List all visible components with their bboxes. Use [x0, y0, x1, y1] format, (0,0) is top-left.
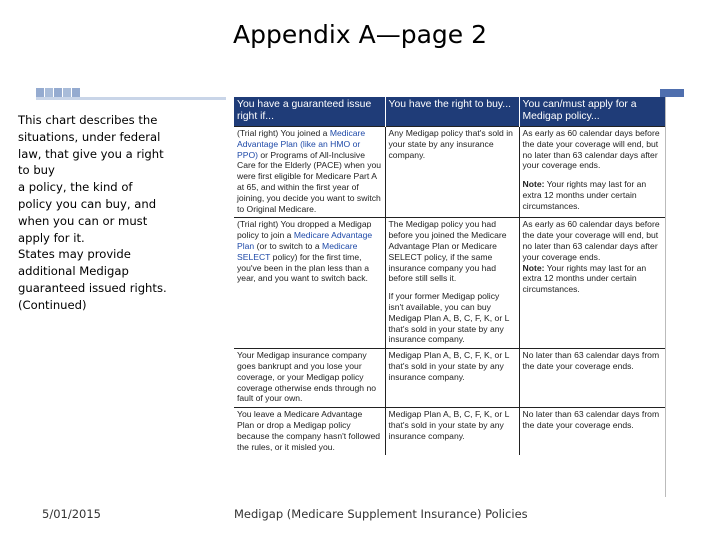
cell-right-to-buy — [385, 349, 519, 408]
cell-text: policy) for the first time, you've been in the plan less than a year, and you want to switch back. — [237, 251, 370, 284]
sidebar-line: This chart describes the — [18, 113, 158, 127]
table-header-row — [234, 97, 666, 127]
decorative-squares — [36, 88, 80, 97]
guaranteed-issue-table — [234, 97, 666, 497]
medicare-advantage-link[interactable]: Medicare Advantage Plan (like an HMO or PPO) — [237, 128, 366, 160]
cell-right-to-buy — [385, 127, 519, 218]
decorative-bar-left — [36, 97, 226, 100]
cell-text: If your former Medigap policy isn't available, you can buy Medigap Plan A, B, C, F, K, or L that's sold in your state by any insurance company. — [388, 291, 510, 345]
note-text — [523, 263, 664, 295]
cell-text: No later than 63 calendar days from the date your coverage ends. — [522, 409, 660, 430]
cell-text: (Trial right) You dropped a Medigap policy to join a — [237, 219, 372, 241]
slide-title: Appendix A—page 2 — [232, 20, 488, 49]
cell-text: You leave a Medicare Advantage Plan or drop a Medigap policy because the company hasn't followed the rules, or it misled you. — [237, 409, 381, 452]
cell-text: The Medigap policy you had before you joined the Medicare Advantage Plan or Medicare SELECT policy, if the same insurance company you had before still sells it. — [388, 219, 507, 284]
sidebar-line: law, that give you a right — [18, 146, 164, 161]
sidebar-line: guaranteed issued rights. — [18, 280, 167, 295]
cell-apply-window — [519, 408, 666, 456]
sidebar-line: (Continued) — [18, 297, 87, 312]
medicare-advantage-link[interactable]: Medicare Advantage Plan — [237, 230, 373, 251]
note-text — [523, 179, 664, 211]
cell-text: As early as 60 calendar days before the date your coverage will end, but no later than 63 calendar days after your coverage ends. — [522, 128, 660, 171]
cell-situation — [234, 408, 385, 456]
cell-right-to-buy — [385, 408, 519, 456]
cell-apply-window — [519, 349, 666, 408]
note-body: Your rights may last for an extra 12 months under certain circumstances. — [522, 179, 647, 211]
sidebar-line: States may provide — [18, 247, 131, 262]
table-row — [234, 408, 666, 456]
header-guaranteed-issue-right: You have a guaranteed issue right if... — [234, 97, 385, 127]
footer-date: 5/01/2015 — [42, 507, 101, 521]
cell-text: Any Medigap policy that's sold in your state by any insurance company. — [388, 128, 513, 160]
cell-apply-window — [519, 218, 666, 349]
cell-right-to-buy — [385, 218, 519, 349]
table-row — [234, 127, 666, 218]
cell-text: No later than 63 calendar days from the date your coverage ends. — [522, 350, 660, 371]
cell-text: Medigap Plan A, B, C, F, K, or L that's sold in your state by any insurance company. — [388, 350, 510, 382]
table-row — [234, 349, 666, 408]
footer-source: Medigap (Medicare Supplement Insurance) Policies — [234, 507, 528, 521]
sidebar-line: policy you can buy, and — [18, 196, 157, 211]
sidebar-line: when you can or must — [18, 213, 148, 228]
sidebar-line: apply for it. — [18, 230, 85, 245]
cell-text: As early as 60 calendar days before the date your coverage will end, but no later than 63 calendar days after your coverage ends. — [522, 219, 660, 262]
note-label: Note: — [522, 179, 545, 190]
sidebar-line: additional Medigap — [18, 264, 129, 279]
medicare-select-link[interactable]: Medicare SELECT — [237, 240, 358, 262]
header-apply-window: You can/must apply for a Medigap policy... — [519, 97, 666, 127]
cell-situation — [234, 349, 385, 408]
cell-apply-window — [519, 127, 666, 218]
cell-situation — [234, 218, 385, 349]
sidebar-line: a policy, the kind of — [18, 180, 133, 195]
cell-text: (or to switch to a — [254, 240, 323, 251]
cell-situation — [234, 127, 385, 218]
header-right-to-buy: You have the right to buy... — [385, 97, 519, 127]
note-label: Note: — [522, 262, 545, 273]
cell-text: Your Medigap insurance company goes bankrupt and you lose your coverage, or your Medigap policy coverage otherwise ends through no fault of your own. — [237, 350, 377, 404]
sidebar-description — [18, 112, 208, 314]
note-body: Your rights may last for an extra 12 months under certain circumstances. — [522, 262, 647, 295]
sidebar-line: situations, under federal — [18, 129, 161, 144]
cell-text: Medigap Plan A, B, C, F, K, or L that's sold in your state by any insurance company. — [388, 409, 510, 441]
cell-text: or Programs of All-Inclusive Care for the Elderly (PACE) when you were first eligible for Medicare Part A at 65, and within the first year of joining, you decide you want to switch to Original Medicare. — [237, 149, 382, 214]
sidebar-line: to buy — [18, 163, 55, 178]
cell-text: (Trial right) You joined a — [237, 128, 330, 138]
table-row — [234, 218, 666, 349]
decorative-bar-right — [660, 89, 684, 97]
